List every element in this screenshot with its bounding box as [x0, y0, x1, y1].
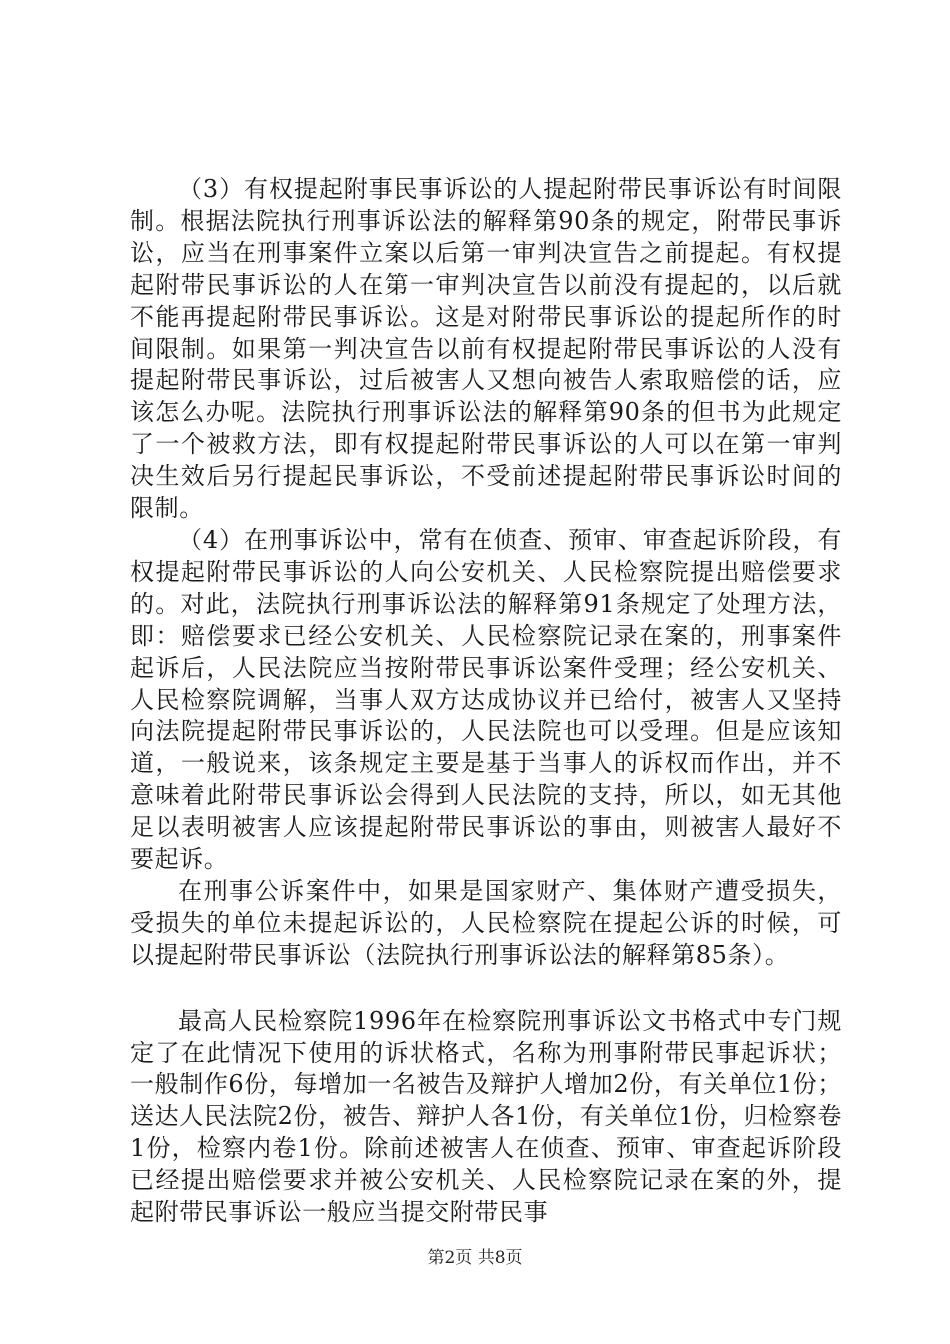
paragraph-compensation-request: （4）在刑事诉讼中，常有在侦查、预审、审查起诉阶段，有权提起附带民事诉讼的人向公安机关、人民检察院提出赔偿要求的。对此，法院执行刑事诉讼法的解释第91条规定了处理方法，即：赔偿要求已经公安机关、人民检察院记录在案的，刑事案件起诉后，人民法院应当按附带民事诉讼案件受理；经公安机关、人民检察院调解，当事人双方达成协议并已给付，被害人又坚持向法院提起附带民事诉讼的，人民法院也可以受理。但是应该知道，一般说来，该条规定主要是基于当事人的诉权而作出，并不意味着此附带民事诉讼会得到人民法院的支持，所以，如无其他足以表明被害人应该提起附带民事诉讼的事由，则被害人最好不要起诉。: [130, 525, 842, 874]
paragraph-spacer: [130, 972, 842, 1006]
paragraph-time-limit: （3）有权提起附事民事诉讼的人提起附带民事诉讼有时间限制。根据法院执行刑事诉讼法的解释第90条的规定，附带民事诉讼，应当在刑事案件立案以后第一审判决宣告之前提起。有权提起附带民事诉讼的人在第一审判决宣告以前没有提起的，以后就不能再提起附带民事诉讼。这是对附带民事诉讼的提起所作的时间限制。如果第一判决宣告以前有权提起附带民事诉讼的人没有提起附带民事诉讼，过后被害人又想向被告人索取赔偿的话，应该怎么办呢。法院执行刑事诉讼法的解释第90条的但书为此规定了一个被救方法，即有权提起附带民事诉讼的人可以在第一审判决生效后另行提起民事诉讼，不受前述提起附带民事诉讼时间的限制。: [130, 175, 842, 523]
paragraph-public-prosecution: 在刑事公诉案件中，如果是国家财产、集体财产遭受损失，受损失的单位未提起诉讼的，人民检察院在提起公诉的时候，可以提起附带民事诉讼（法院执行刑事诉讼法的解释第85条）。: [130, 876, 842, 969]
page-number-footer: 第2页 共8页: [427, 1248, 523, 1268]
paragraph-procuratorate-format: 最高人民检察院1996年在检察院刑事诉讼文书格式中专门规定了在此情况下使用的诉状格式，名称为刑事附带民事起诉状；一般制作6份，每增加一名被告及辩护人增加2份，有关单位1份；送达人民法院2份，被告、辩护人各1份，有关单位1份，归检察卷1份，检察内卷1份。除前述被害人在侦查、预审、审查起诉阶段已经提出赔偿要求并被公安机关、人民检察院记录在案的外，提起附带民事诉讼一般应当提交附带民事: [130, 1006, 842, 1227]
document-body: [130, 174, 842, 1229]
